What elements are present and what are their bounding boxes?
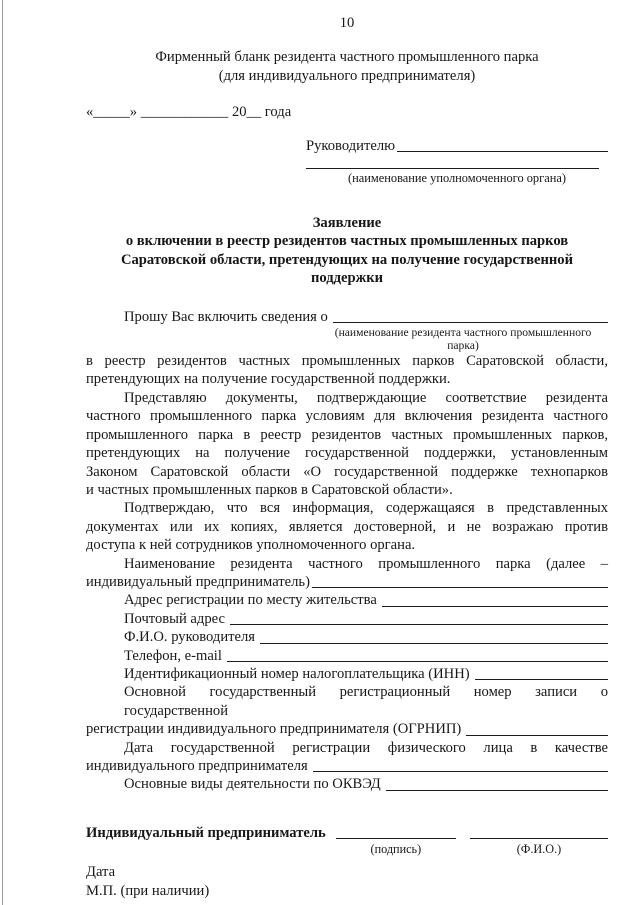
p2-line5: Законом Саратовской области «О государственной поддержке технопарков	[86, 463, 608, 480]
field-resident-name-line2: индивидуальный предприниматель)	[86, 573, 310, 590]
p2-line1: Представляю документы, подтверждающие соответствие резидента	[124, 389, 608, 406]
field-phone-email	[86, 647, 608, 665]
addressee-blank-1[interactable]	[397, 137, 608, 152]
field-ogrnip-blank[interactable]	[466, 720, 608, 735]
p2-line4: претендующих на получение государственной поддержки, установленным	[86, 445, 608, 462]
signature-caption: (подпись)	[370, 842, 422, 857]
p2-line3: промышленного парка в реестр резидентов частных промышленных парков,	[86, 426, 608, 443]
field-head-name-blank[interactable]	[260, 628, 608, 643]
letterhead-line2: (для индивидуального предпринимателя)	[218, 67, 476, 84]
field-registration-address-label: Адрес регистрации по месту жительства	[124, 592, 377, 609]
title-line3: Саратовской области, претендующих на получение государственной поддержки	[120, 251, 574, 287]
fullname-caption: (Ф.И.О.)	[516, 842, 562, 857]
field-registration-address	[86, 591, 608, 609]
field-ogrnip-row	[86, 720, 608, 738]
field-okved-blank[interactable]	[386, 775, 608, 790]
p1-lead-row	[86, 308, 608, 326]
field-registration-date	[86, 739, 608, 776]
paragraph-1	[86, 308, 608, 389]
field-postal-address-blank[interactable]	[230, 610, 608, 625]
field-phone-email-blank[interactable]	[227, 647, 608, 662]
field-inn-label: Идентификационный номер налогоплательщика (ИНН)	[124, 665, 470, 682]
field-postal-address-label: Почтовый адрес	[124, 610, 225, 627]
field-resident-name-row	[86, 573, 608, 591]
field-resident-name	[86, 555, 608, 592]
signature-label: Индивидуальный предприниматель	[86, 824, 326, 841]
field-ogrnip-line1: Основной государственный регистрационный номер записи о государственной	[124, 684, 608, 719]
paragraph-2	[86, 389, 608, 499]
date-blank-line: «_____» ____________ 20__ года	[86, 104, 292, 121]
paragraph-3	[86, 499, 608, 554]
addressee-row	[306, 137, 608, 155]
field-inn	[86, 665, 608, 683]
field-resident-name-blank[interactable]	[312, 573, 608, 588]
p2-line2: частного промышленного парка условиям для включения резидента частного	[86, 408, 608, 425]
p3-line1: Подтверждаю, что вся информация, содержащаяся в представленных	[124, 500, 608, 517]
field-head-name	[86, 628, 608, 646]
title-line2: о включении в реестр резидентов частных промышленных парков	[125, 233, 569, 250]
title-line1: Заявление	[312, 215, 382, 232]
field-registration-date-row	[86, 757, 608, 775]
addressee-label: Руководителю	[306, 137, 396, 154]
field-inn-blank[interactable]	[475, 665, 608, 680]
letterhead	[86, 48, 608, 85]
p2-line6: и частных промышленных парков в Саратовской области».	[86, 481, 453, 498]
form-fields	[86, 555, 608, 794]
letterhead-line1: Фирменный бланк резидента частного промышленного парка	[155, 49, 539, 66]
page-number: 10	[339, 15, 355, 31]
signature-blank[interactable]	[336, 824, 456, 839]
p1-line2: в реестр резидентов частных промышленных парков Саратовской области,	[86, 353, 608, 370]
field-registration-address-blank[interactable]	[382, 591, 608, 606]
p1-blank[interactable]	[333, 308, 608, 323]
fullname-blank[interactable]	[470, 824, 608, 839]
field-postal-address	[86, 610, 608, 628]
addressee-block	[306, 137, 608, 186]
p1-lead-text: Прошу Вас включить сведения о	[124, 308, 328, 325]
signature-block	[86, 824, 608, 857]
p3-line3: доступа к ней сотрудников уполномоченного органа.	[86, 537, 416, 554]
addressee-blank-2[interactable]	[306, 155, 599, 169]
p3-line2: документах или их копиях, является достоверной, и не возражаю против	[86, 518, 608, 535]
p1-line3: претендующих на получение государственной поддержки.	[86, 371, 451, 388]
addressee-caption: (наименование уполномоченного органа)	[348, 171, 566, 186]
application-title	[86, 214, 608, 288]
scan-edge-line	[2, 0, 3, 905]
footer-stamp-label: М.П. (при наличии)	[86, 882, 210, 899]
field-okved-label: Основные виды деятельности по ОКВЭД	[124, 776, 381, 793]
field-ogrnip	[86, 683, 608, 738]
field-okved	[86, 775, 608, 793]
field-ogrnip-line2: регистрации индивидуального предпринимателя (ОГРНИП)	[86, 721, 462, 738]
field-phone-email-label: Телефон, e-mail	[124, 647, 222, 664]
field-head-name-label: Ф.И.О. руководителя	[124, 629, 256, 646]
footer-block	[86, 863, 608, 900]
field-registration-date-blank[interactable]	[313, 757, 608, 772]
footer-date-label: Дата	[86, 864, 116, 881]
field-registration-date-line1: Дата государственной регистрации физического лица в качестве	[124, 739, 608, 756]
field-registration-date-line2: индивидуального предпринимателя	[86, 758, 308, 774]
field-resident-name-line1: Наименование резидента частного промышленного парка (далее –	[124, 555, 608, 572]
p1-blank-caption: (наименование резидента частного промышленного парка)	[334, 326, 592, 353]
